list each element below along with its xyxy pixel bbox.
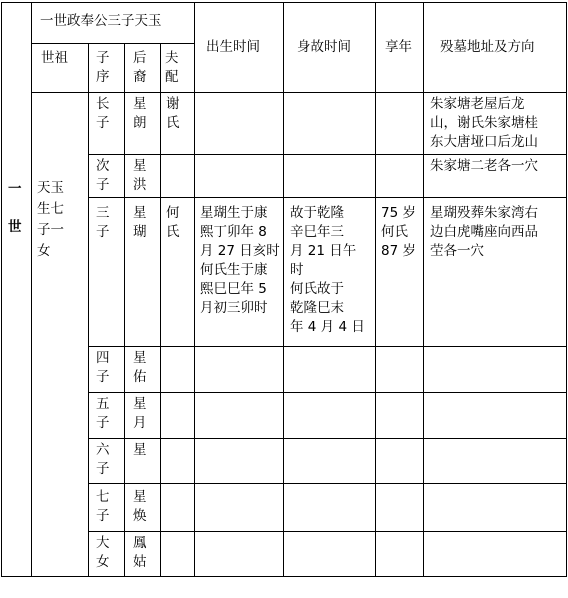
row-7-name: 星 焕 <box>133 489 147 524</box>
row-5-seq: 五 子 <box>96 396 110 431</box>
row-3-tomb: 星瑚殁葬朱家湾右 边白虎嘴座向西品 茔各一穴 <box>430 205 538 259</box>
header-seq: 子 序 <box>96 50 110 85</box>
row-5-name: 星 月 <box>133 396 147 431</box>
row-4-seq: 四 子 <box>96 350 110 385</box>
row-1-tomb: 朱家塘老屋后龙 山，谢氏朱家塘桂 东大唐垭口后龙山 <box>430 96 538 150</box>
row-6-name: 星 <box>133 442 147 458</box>
ancestor-note: 天玉 生七 子一 女 <box>37 180 64 259</box>
border-right <box>566 2 567 577</box>
row-8-name: 鳳 姑 <box>133 535 147 570</box>
rule-header-bottom <box>31 92 566 93</box>
col-divider-8 <box>423 2 424 577</box>
row-7-seq: 七 子 <box>96 489 110 524</box>
row-8-seq: 大 女 <box>96 535 110 570</box>
col-divider-3 <box>124 43 125 577</box>
col-divider-2 <box>88 43 89 577</box>
row-3-birth: 星瑚生于康 熙丁卯年 8 月 27 日亥时 何氏生于康 熙巳巳年 5 月初三卯时 <box>200 205 280 316</box>
row-6-seq: 六 子 <box>96 442 110 477</box>
border-left <box>1 2 2 577</box>
row-3-death: 故于乾隆 辛巳年三 月 21 日午 时 何氏故于 乾隆巳末 年 4 月 4 日 <box>290 205 365 335</box>
row-3-name: 星 瑚 <box>133 205 147 240</box>
generation-side-label: 一 世 <box>8 181 22 235</box>
header-desc: 后 裔 <box>133 50 147 85</box>
generation-title: 一世政奉公三子天玉 <box>40 13 162 29</box>
header-birth: 出生时间 <box>206 39 260 55</box>
row-2-seq: 次 子 <box>96 158 110 193</box>
row-3-age: 75 岁 何氏 87 岁 <box>381 205 416 259</box>
header-tomb: 殁墓地址及方向 <box>440 39 535 55</box>
col-divider-7 <box>375 2 376 577</box>
row-1-seq: 长 子 <box>96 96 110 131</box>
row-1-spouse: 谢 氏 <box>166 96 180 131</box>
row-3-spouse: 何 氏 <box>166 205 180 240</box>
header-ancestor: 世祖 <box>41 50 68 66</box>
col-divider-4 <box>160 43 161 577</box>
col-divider-5 <box>194 2 195 577</box>
col-divider-1 <box>31 2 32 577</box>
col-divider-6 <box>283 2 284 577</box>
row-1-name: 星 朗 <box>133 96 147 131</box>
header-spouse: 夫 配 <box>165 50 179 85</box>
rule-header-split <box>31 43 194 44</box>
header-death: 身故时间 <box>297 39 351 55</box>
row-2-tomb: 朱家塘二老各一穴 <box>430 158 538 174</box>
row-2-name: 星 洪 <box>133 158 147 193</box>
row-3-seq: 三 子 <box>96 205 110 240</box>
row-4-name: 星 佑 <box>133 350 147 385</box>
header-age: 享年 <box>385 39 412 55</box>
